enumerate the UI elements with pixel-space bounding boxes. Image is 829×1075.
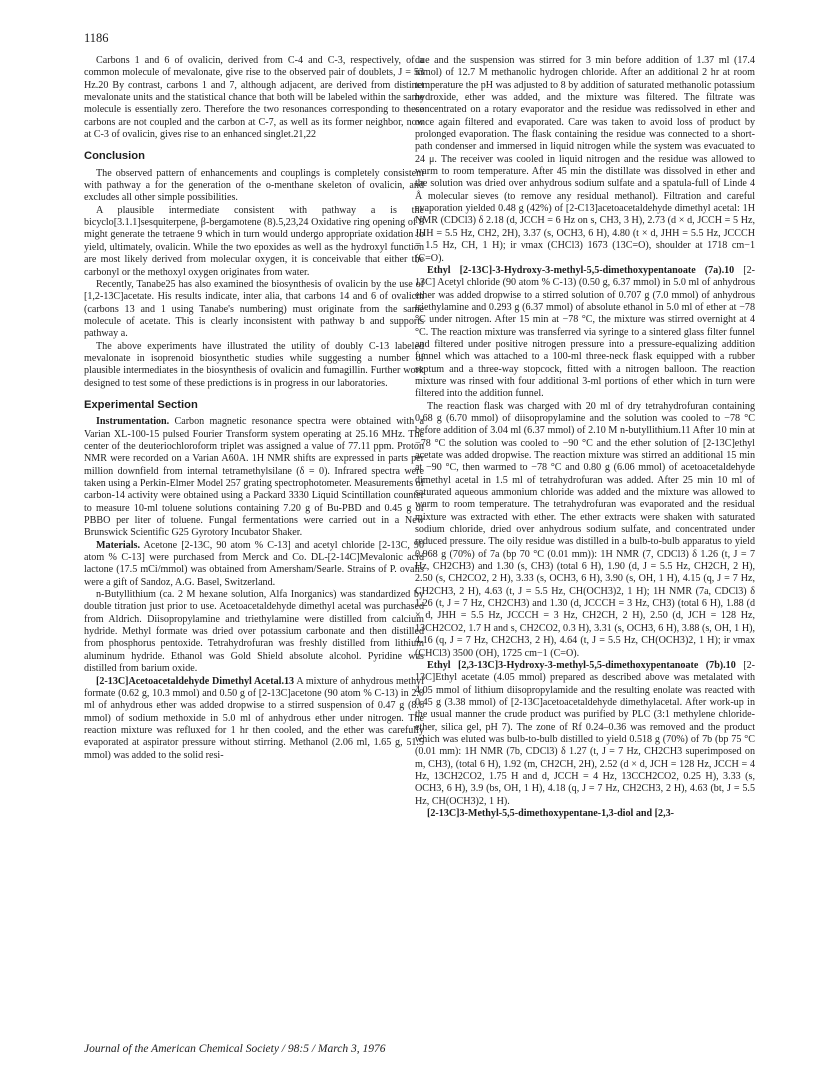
run-in-heading: Ethyl [2-13C]-3-Hydroxy-3-methyl-5,5-dimethoxypentanoate (7a).10 — [427, 264, 735, 276]
paragraph — [84, 416, 424, 539]
paragraph-text: [2-13C] Acetyl chloride (90 atom % C-13) (0.50 g, 6.37 mmol) in 5.0 ml of anhydrous ether was added dropwise to a stirred solution of 0.707 g (7.0 mmol) of anhydrous triethylamine and 0.293 g (6.37 mmol) of absolute ethanol in 5.0 ml of ether at −78 °C under nitrogen. After 15 min at −78 °C, the mixture was stirred overnight at 4 °C. The reaction mixture was transferred via syringe to a sintered glass filter funnel and filtered under positive nitrogen pressure into a pressure-equalizing addition funnel which was attached to a 100-ml three-neck flask equipped with a rubber septum and a three-way stopcock, fitted with a nitrogen balloon. The reaction mixture was rinsed with four additional 3-ml portions of ether which in turn were filtered into the addition funnel. — [415, 264, 756, 400]
paragraph-text: The reaction flask was charged with 20 ml of dry tetrahydrofuran containing 0.68 g (6.70 mmol) of diisopropylamine and the solution was cooled to −78 °C before addition of 3.04 ml (6.37 mmol) of 2.10 M n-butyllithium.11 After 10 min at −78 °C the solution was cooled to −90 °C and the ether solution of [2-13C]ethyl acetate was added dropwise. The reaction mixture was stirred an additional 15 min at −90 °C, then warmed to −78 °C and 0.80 g (6.06 mmol) of acetoacetaldehyde dimethyl acetal in 1.5 ml of tetrahydrofuran was added. After 25 min 10 ml of saturated aqueous ammonium chloride was added and the mixture was allowed to warm to room temperature. The tetrahydrofuran was evaporated and the residual mixture was extracted with ether. The ether extracts were shaken with saturated sodium chloride, dried over anhydrous sodium sulfate, and concentrated under reduced pressure. The oily residue was distilled in a bulb-to-bulb apparatus to yield 0.968 g (70%) of 7a (bp 70 °C (0.01 mm)): 1H NMR (7, CDCl3) δ 1.26 (t, J = 7 Hz, CH2CH3) and 1.30 (s, CH3) (total 6 H), 1.90 (d, J = 5.5 Hz, CH2CH, 2 H), 2.50 (s, CH2CO2, 2 H), 3.33 (s, OCH3, 6 H), 3.90 (s, OH, 1 H), 4.15 (q, J = 7 Hz, CH2CH3, 2 H), 4.63 (t, J = 5.5 Hz, CH(OCH3)2, 1 H); 1H NMR (7a, CDCl3) δ 1.26 (t, J = 7 Hz, CH2CH3) and 1.30 (d, JCCCH = 3 Hz, CH3) (total 6 H), 1.88 (d × d, JHH = 5.5 Hz, JCCCH = 3 Hz, CH2CH, 2 H), 2.50 (d, JCH = 128 Hz, 13CH2CO2, 1.7 H and s, CH2CO2, 0.3 H), 3.31 (s, OCH3, 6 H), 3.88 (s, OH, 1 H), 4.16 (q, J = 7 Hz, CH2CH3, 2 H), 4.64 (t, J = 5.5 Hz, CH(OCH3)2, 1 H); ir νmax (CHCl3) 3500 (OH), 1725 cm−1 (C=O). — [415, 400, 755, 659]
paragraph — [84, 168, 424, 205]
paragraph — [84, 676, 424, 762]
paragraph — [415, 265, 755, 401]
paragraph-text: n-Butyllithium (ca. 2 M hexane solution, Alfa Inorganics) was standardized by double titration just prior to use. Acetoacetaldehyde dimethyl acetal was purchased from Aldrich. Diisopropylamine and triethylamine were distilled from calcium hydride. Methyl formate was dried over potassium carbonate and then distilled from phosphorus pentoxide. Tetrahydrofuran was freshly distilled from lithium aluminum hydride. Ethanol was Gold Shield absolute alcohol. Pyridine was distilled from barium oxide. — [84, 589, 424, 675]
paragraph — [415, 660, 755, 808]
run-in-heading: [2-13C]Acetoacetaldehyde Dimethyl Acetal.13 — [96, 675, 295, 687]
paragraph — [415, 401, 755, 660]
paragraph-text: Carbon magnetic resonance spectra were obtained with a Varian XL-100-15 pulsed Fourier Transform system operating at 25.16 MHz. The center of the deuteriochloroform triplet was assigned a value of 77.11 ppm. Proton NMR were recorded on a Varian A60A. 1H NMR shifts are expressed in parts per million downfield from internal tetramethylsilane (δ = 0). Infrared spectra were taken using a Perkin-Elmer Model 257 grating spectrophotometer. Measurements of carbon-14 activity were obtained using a Packard 3330 Liquid Scintillation counter to measure 10-ml toluene solutions containing 7.20 g of Bu-PBD and 0.45 g of PBBO per liter of toluene. Fungal fermentations were carried out in a New Brunswick Scientific G25 Gyrotory Incubator Shaker. — [84, 416, 424, 539]
paragraph — [84, 540, 424, 589]
run-in-heading: Instrumentation. — [96, 416, 170, 428]
paragraph — [84, 205, 424, 279]
paragraph — [415, 808, 755, 820]
page-number: 1186 — [84, 31, 109, 45]
paragraph-text: A mixture of anhydrous methyl formate (0.62 g, 10.3 mmol) and 0.50 g of [2-13C]acetone (90 atom % C-13) in 2.0 ml of anhydrous ether was added dropwise to a stirred suspension of 0.47 g (8.6 mmol) of sodium methoxide in 5.0 ml of anhydrous ether under nitrogen. The reaction mixture was refluxed for 1 hr then cooled, and the ether was carefully evaporated at aspirator pressure without stirring. Methanol (2.06 ml, 1.65 g, 51.5 mmol) was added to the solid resi- — [84, 675, 424, 761]
run-in-heading: Ethyl [2,3-13C]3-Hydroxy-3-methyl-5,5-dimethoxypentanoate (7b).10 — [427, 659, 736, 671]
section-heading: Experimental Section — [84, 398, 198, 411]
paragraph — [415, 55, 755, 265]
paragraph-text: Recently, Tanabe25 has also examined the biosynthesis of ovalicin by the use of [1,2-13C]acetate. His results indicate, inter alia, that carbons 14 and 6 of ovalicin (carbons 13 and 1 using Tanabe's numbering) must originate from the same molecule of acetate. This is clearly inconsistent with pathway b and supports pathway a. — [84, 278, 424, 340]
paragraph-text: A plausible intermediate consistent with pathway a is the bicyclo[3.1.1]sesquiterpene, β-bergamotene (8).5,23,24 Oxidative ring opening of 8 might generate the tetraene 9 which in turn would undergo appropriate oxidation to yield, ultimately, ovalicin. While the two epoxides as well as the hydroxyl function are most likely derived from molecular oxygen, it is conceivable that either the carbonyl or the methoxyl oxygen originates from water. — [84, 204, 424, 278]
paragraph-text: Acetone [2-13C, 90 atom % C-13] and acetyl chloride [2-13C, 90 atom % C-13] were purchased from Merck and Co. DL-[2-14C]Mevalonic acid lactone (17.5 mCi/mmol) was obtained from Amersham/Searle. Strains of P. ovalis were a gift of Sandoz, A.G. Basel, Switzerland. — [84, 539, 424, 588]
left-column — [84, 55, 424, 762]
run-in-heading: [2-13C]3-Methyl-5,5-dimethoxypentane-1,3-diol and [2,3- — [427, 807, 674, 819]
paragraph-text: due and the suspension was stirred for 3 min before addition of 1.37 ml (17.4 mmol) of 12.7 M methanolic hydrogen chloride. After an additional 2 hr at room temperature the pH was adjusted to 8 by addition of saturated methanolic potassium hydroxide, ether was added, and the mixture was filtered. The filtrate was concentrated on a rotary evaporator and the residue was redissolved in ether and once again filtered and evaporated. Care was taken to avoid loss of product by prolonged evaporation. The flask containing the residue was connected to a short-path condenser and immersed in liquid nitrogen while the system was evacuated to 24 μ. The receiver was cooled in liquid nitrogen and the residue was allowed to warm to room temperature. After 45 min the distillate was dissolved in ether and the solution was dried over anhydrous sodium sulfate and a spatula-full of Linde 4 Å molecular sieves (to remove any residual methanol). Filtration and careful evaporation yielded 0.48 g (42%) of [2-C13]acetoacetaldehyde dimethyl acetal: 1H NMR (CDCl3) δ 2.18 (d, JCCH = 6 Hz on s, CH3, 3 H), 2.73 (d × d, JCCH = 5 Hz, JHH = 5.5 Hz, CH2, 2H), 3.37 (s, OCH3, 6 H), 4.80 (t × d, JHH = 5.5 Hz, JCCCH = 1.5 Hz, CH, 1 H); ir νmax (CHCl3) 1673 (13C=O), shoulder at 1718 cm−1 (C=O). — [415, 55, 755, 264]
right-column — [415, 55, 755, 820]
paragraph — [84, 279, 424, 341]
paragraph-text: The observed pattern of enhancements and couplings is completely consistent with pathway a for the generation of the o-menthane skeleton of ovalicin, and excludes all other simple possibilities. — [84, 167, 424, 204]
paragraph-text: Carbons 1 and 6 of ovalicin, derived from C-4 and C-3, respectively, of a common molecule of mevalonate, give rise to the observed pair of doublets, J = 53 Hz.20 By contrast, carbons 1 and 7, although adjacent, are derived from distinct mevalonate units and the statistical chance that both will be labeled within the same molecule is essentially zero. Therefore the two resonances corresponding to these carbons are not coupled and the carbon at C-7, as well as its former neighbor, now at C-3 of ovalicin, gives rise to an enhanced singlet.21,22 — [84, 55, 424, 141]
paragraph — [84, 341, 424, 390]
paragraph — [84, 55, 424, 141]
run-in-heading: Materials. — [96, 539, 141, 551]
paragraph-text: The above experiments have illustrated the utility of doubly C-13 labeled mevalonate in isoprenoid biosynthetic studies while suggesting a number of plausible intermediates in the biosynthesis of ovalicin and fumagillin. Further work designed to test some of these predictions is in progress in our laboratories. — [84, 340, 424, 389]
journal-footer: Journal of the American Chemical Society / 98:5 / March 3, 1976 — [84, 1043, 386, 1055]
paragraph — [84, 589, 424, 675]
paragraph-text: [2-13C]Ethyl acetate (4.05 mmol) prepared as described above was metalated with 4.05 mmol of lithium diisopropylamide and the resulting enolate was reacted with 0.45 g (3.38 mmol) of [2-13C]acetoacetaldehyde dimethylacetal. After work-up in the usual manner the crude product was purified by PLC (3:1 methylene chloride-ether, silica gel, pH 7). The zone of Rf 0.24–0.36 was removed and the product which was eluted was bulb-to-bulb distilled to yield 0.518 g (70%) of 7b (bp 75 °C (0.01 mm): 1H NMR (7b, CDCl3) δ 1.27 (t, J = 7 Hz, CH2CH3 superimposed on m, CH3), (total 6 H), 1.92 (m, CH2CH, 2H), 2.52 (d × d, JCH = 128 Hz, JCCH = 4 Hz, 13CH2CO2, 1.75 H and d, JCCH = 4 Hz, 13CCH2CO2, 0.25 H), 3.33 (s, OCH3, 6 H), 3.9 (bs, OH, 1 H), 4.18 (q, J = 7 Hz, CH2CH3, 2 H), 4.63 (bt, J = 5.5 Hz, CH(OCH3)2, 1 H). — [415, 659, 755, 807]
section-heading: Conclusion — [84, 150, 145, 163]
